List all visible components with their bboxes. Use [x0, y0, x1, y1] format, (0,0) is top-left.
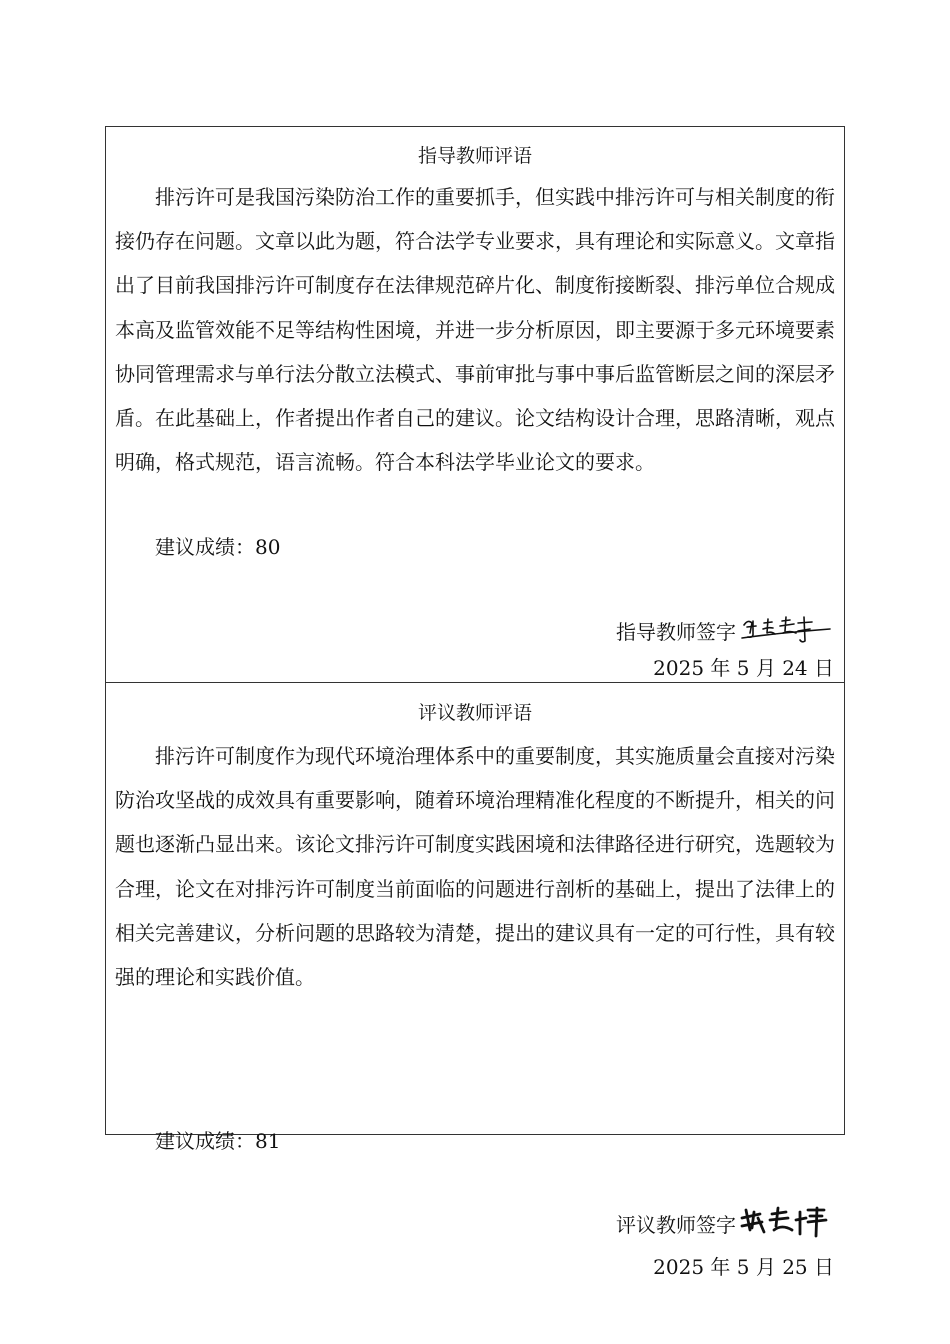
- reviewer-comment-text: 排污许可制度作为现代环境治理体系中的重要制度，其实施质量会直接对污染防治攻坚战的成效具有重要影响，随着环境治理精准化程度的不断提升，相关的问题也逐渐凸显出来。该论文排污许可制度实践困境和法律路径进行研究，选题较为合理，论文在对排污许可制度当前面临的问题进行剖析的基础上，提出了法律上的相关完善建议，分析问题的思路较为清楚，提出的建议具有一定的可行性，具有较强的理论和实践价值。: [115, 744, 835, 990]
- supervisor-grade-label: 建议成绩：: [155, 535, 255, 559]
- reviewer-handwritten-signature: [738, 1204, 834, 1240]
- supervisor-date: 2025 年 5 月 24 日: [653, 656, 834, 680]
- reviewer-grade-value: 81: [255, 1129, 281, 1153]
- reviewer-section-title: 评议教师评语: [417, 702, 532, 724]
- reviewer-signature-line: [616, 1204, 834, 1240]
- reviewer-comment-section: [106, 684, 844, 1279]
- supervisor-signature-label: 指导教师签字: [616, 620, 736, 644]
- supervisor-signature-line: [616, 611, 834, 647]
- supervisor-comment-section: [106, 127, 844, 683]
- supervisor-suggested-grade: [115, 532, 280, 562]
- evaluation-form-table: [105, 126, 845, 1279]
- supervisor-grade-value: 80: [255, 535, 281, 559]
- supervisor-section-title: 指导教师评语: [417, 145, 532, 167]
- reviewer-date: 2025 年 5 月 25 日: [653, 1255, 834, 1279]
- supervisor-comment-text: 排污许可是我国污染防治工作的重要抓手，但实践中排污许可与相关制度的衔接仍存在问题。文章以此为题，符合法学专业要求，具有理论和实际意义。文章指出了目前我国排污许可制度存在法律规范碎片化、制度衔接断裂、排污单位合规成本高及监管效能不足等结构性困境，并进一步分析原因，即主要源于多元环境要素协同管理需求与单行法分散立法模式、事前审批与事中事后监管断层之间的深层矛盾。在此基础上，作者提出作者自己的建议。论文结构设计合理，思路清晰，观点明确，格式规范，语言流畅。符合本科法学毕业论文的要求。: [115, 185, 835, 475]
- supervisor-handwritten-signature: [738, 611, 834, 647]
- reviewer-suggested-grade: [115, 1126, 280, 1156]
- reviewer-grade-label: 建议成绩：: [155, 1129, 255, 1153]
- reviewer-signature-label: 评议教师签字: [616, 1213, 736, 1237]
